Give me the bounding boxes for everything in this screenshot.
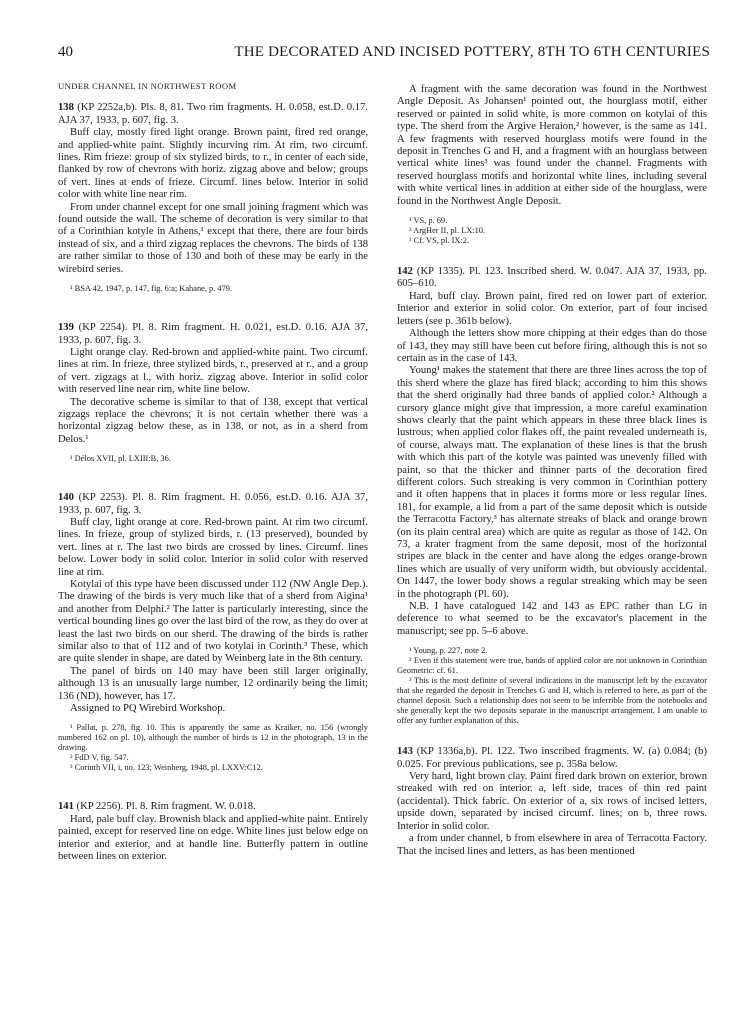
- attribution-paragraph: Assigned to PQ Wirebird Workshop.: [70, 703, 226, 715]
- entry-heading: [58, 102, 368, 127]
- description-paragraph: Very hard, light brown clay. Paint fired dark brown on exterior, brown streaked with red on interior. a, left side, traces of thin red paint (accidental). Thick fabric. On exterior of a, six rows of incised letters, upside down, separated by incised circumf. lines; on b, three rows. Interior in solid color.: [397, 771, 707, 832]
- footnote: ¹ VS, p. 69.: [409, 216, 448, 226]
- discussion-paragraph: a from under channel, b from elsewhere in area of Terracotta Factory. That the incised lines and letters, as has been mentioned: [397, 833, 707, 857]
- section-label: UNDER CHANNEL IN NORTHWEST ROOM: [58, 81, 237, 91]
- footnote: ¹ Young, p. 227, note 2.: [409, 646, 488, 656]
- footnotes: [58, 723, 368, 773]
- entry-number: 138: [58, 102, 74, 114]
- footnote: ² Even if this statement were true, bands of applied color are not unknown in Corinthian Geometric: cf. 61.: [397, 656, 707, 676]
- footnotes: [58, 284, 368, 294]
- footnote: ¹ Délos XVII, pl. LXIII:B, 36.: [70, 454, 171, 464]
- entry-heading: [58, 492, 368, 517]
- discussion-paragraph: Young¹ makes the statement that there are three lines across the top of this sherd where the glaze has fired black; according to him this shows that the sherd originally had three bands of applied color.² Although a cursory glance might give that impression, a more careful examination shows clearly that the paint which appears in these three black lines is lustrous; when applied color flakes off, the paint revealed underneath is, of course, always matt. The explanation of these lines is that the brush with which this part of the kotyle was painted was unevenly filled with paint, so that the thicker and thinner parts of the decoration fired different colors. Such streaking is very common in Corinthian pottery and it often happens that in places it forms more or less regular lines. 181, for example, a lid from a part of the same deposit which is outside the Terracotta Factory,³ has alternate streaks of black and orange brown (on its plain central area) which are quite as regular as those of 142. On 73, a krater fragment from the same deposit, most of the horizontal stripes are black in the center and have along the edges orange-brown lines which are usually of very uniform width, but obviously accidental. On 1447, the lower body shows a regular streaking which may be seen in the photograph (Pl. 60).: [397, 365, 707, 600]
- entry-heading-text: (KP 2254). Pl. 8. Rim fragment. H. 0.021, est.D. 0.16. AJA 37, 1933, p. 607, fig. 3.: [58, 322, 368, 346]
- page-header: [58, 44, 710, 64]
- catalogue-entry-141: [58, 801, 368, 863]
- entry-number: 139: [58, 322, 74, 334]
- entry-heading: [397, 746, 707, 771]
- entry-heading-text: (KP 1335). Pl. 123. Inscribed sherd. W. 0.047. AJA 37, 1933, pp. 605–610.: [397, 266, 707, 290]
- entry-heading-text: (KP 2252a,b). Pls. 8, 81. Two rim fragments. H. 0.058, est.D. 0.17. AJA 37, 1933, p. 607, fig. 3.: [58, 102, 368, 126]
- entry-heading-text: (KP 1336a,b). Pl. 122. Two inscribed fragments. W. (a) 0.084; (b) 0.025. For previous publications, see p. 358a below.: [397, 746, 707, 770]
- discussion-paragraph: From under channel except for one small joining fragment which was found outside the wall. The scheme of decoration is very similar to that of a Corinthian kotyle in Athens,¹ except that there, there are four birds instead of six, and a third zigzag replaces the chevrons. The birds of 138 are rather similar to those of 130 and both of these may be early in the wirebird series.: [58, 201, 368, 275]
- footnote: ³ Corinth VII, i, no. 123; Weinberg, 1948, pl. LXXV:C12.: [70, 763, 263, 773]
- page-number: 40: [58, 44, 73, 60]
- catalogue-entry-139: [58, 322, 368, 464]
- entry-number: 140: [58, 492, 74, 504]
- entry-141-continuation: [397, 84, 707, 246]
- discussion-paragraph: Kotylai of this type have been discussed under 112 (NW Angle Dep.). The drawing of the birds is very much like that of a sherd from Aigina¹ and another from Delphi.² The latter is particularly interesting, since the vertical bounding lines go over the last bird of the row, as they do over at least the last two birds on our sherd. The drawing of the birds is rather similar also to that of 112 and of two kotylai in Corinth.³ These, which are quite slender in shape, are dated by Weinberg late in the 8th century.: [58, 579, 368, 665]
- footnote: ¹ BSA 42, 1947, p. 147, fig. 6:a; Kahane, p. 479.: [70, 284, 233, 294]
- footnote: ² FdD V, fig. 547.: [70, 753, 129, 763]
- footnotes: [397, 646, 707, 726]
- entry-number: 142: [397, 266, 413, 278]
- left-column: [58, 80, 368, 864]
- description-paragraph: Hard, pale buff clay. Brownish black and applied-white paint. Entirely painted, except for reserved line on edge. White lines just below edge on interior and exterior, and at handle line. Butterfly pattern in outline between lines on exterior.: [58, 813, 369, 863]
- entry-number: 143: [397, 746, 413, 758]
- description-paragraph: Buff clay, mostly fired light orange. Brown paint, fired red orange, and applied-white paint. Slightly incurving rim. At rim, two circumf. lines. Rim frieze: group of six stylized birds, to r., in center of each side, flanked by row of chevrons with horiz. zigzag above and below; groups of vert. lines at ends of frieze. Circumf. lines below. Interior in solid color with white line near rim.: [58, 127, 368, 201]
- catalogue-entry-143: [397, 746, 707, 858]
- footnote: ² ArgHer II, pl. LX:10.: [409, 226, 486, 236]
- footnote: ¹ Pallat, p. 278, fig. 10. This is apparently the same as Kraiker, no. 156 (wrongly numbered 162 on pl. 10), although the number of birds is 12 in the photograph, 13 in the drawing.: [58, 723, 368, 753]
- description-paragraph: Light orange clay. Red-brown and applied-white paint. Two circumf. lines at rim. In frieze, three stylized birds, r., preserved at r., and a group of vert. zigzags at l., with horiz. zigzag above. Interior in solid color with reserved line near rim, white line below.: [58, 346, 368, 396]
- catalogue-entry-138: [58, 102, 368, 294]
- entry-heading: [58, 801, 368, 813]
- footnotes: [58, 454, 368, 464]
- description-paragraph: Hard, buff clay. Brown paint, fired red on lower part of exterior. Interior and exterior in solid color. On exterior, part of four incised letters (see p. 361b below).: [397, 290, 707, 327]
- footnote: ³ This is the most definite of several indications in the manuscript left by the excavator that she regarded the deposit in Trenches G and H, which is referred to here, as part of the channel deposit. Such a relationship does not seem to be inferrible from the notebooks and she generally kept the two deposits separate in the manuscript arrangement. I am unable to offer any further explanation of this.: [397, 676, 707, 726]
- entry-heading-text: (KP 2253). Pl. 8. Rim fragment. H. 0.056, est.D. 0.16. AJA 37, 1933, p. 607, fig. 3.: [58, 492, 368, 516]
- footnote: ³ Cf. VS, pl. IX:2.: [409, 236, 470, 246]
- note-paragraph: N.B. I have catalogued 142 and 143 as EPC rather than LG in deference to what seemed to be the excavator's placement in the manuscript; see pp. 5–6 above.: [397, 601, 707, 637]
- entry-heading: [397, 266, 707, 291]
- footnotes: [397, 216, 707, 246]
- catalogue-entry-140: [58, 492, 368, 773]
- discussion-paragraph: A fragment with the same decoration was found in the Northwest Angle Deposit. As Johansen¹ pointed out, the hourglass motif, either reserved or painted in solid white, is more common on kotylai of this type. The sherd from the Argive Heraion,² however, is the same as 141. A few fragments with reserved hourglass motifs were found in the deposit in Trenches G and H, and a fragment with an hourglass between vertical white lines³ was found under the channel. Fragments with reserved hourglass motifs and horizontal white lines, including several with white vertical lines in addition at either side of the hourglass, were found in the Northwest Angle Deposit.: [397, 84, 707, 207]
- running-title: THE DECORATED AND INCISED POTTERY, 8TH TO 6TH CENTURIES: [234, 44, 710, 60]
- entry-heading-text: (KP 2256). Pl. 8. Rim fragment. W. 0.018.: [73, 801, 256, 813]
- right-column: [397, 84, 707, 858]
- description-paragraph: Buff clay, light orange at core. Red-brown paint. At rim two circumf. lines. In frieze, group of stylized birds, r. (13 preserved), bounded by vert. lines at r. The last two birds are crossed by lines. Circumf. lines below. Lower body in solid color. Interior in solid color with reserved line at rim.: [58, 516, 368, 578]
- discussion-paragraph: Although the letters show more chipping at their edges than do those of 143, they may still have been cut before firing, although this is not so certain as in the case of 143.: [397, 328, 707, 364]
- discussion-paragraph: The decorative scheme is similar to that of 138, except that vertical zigzags replace the chevrons; it is not certain whether there was a horizontal zigzag below these, as in 138, or not, as in a sherd from Delos.¹: [58, 396, 368, 445]
- entry-heading: [58, 322, 368, 347]
- discussion-paragraph: The panel of birds on 140 may have been still larger originally, although 13 is an unusually large number, 12 ordinarily being the limit; 136 (ND), however, has 17.: [58, 665, 368, 702]
- catalogue-entry-142: [397, 266, 707, 726]
- entry-number: 141: [58, 801, 74, 813]
